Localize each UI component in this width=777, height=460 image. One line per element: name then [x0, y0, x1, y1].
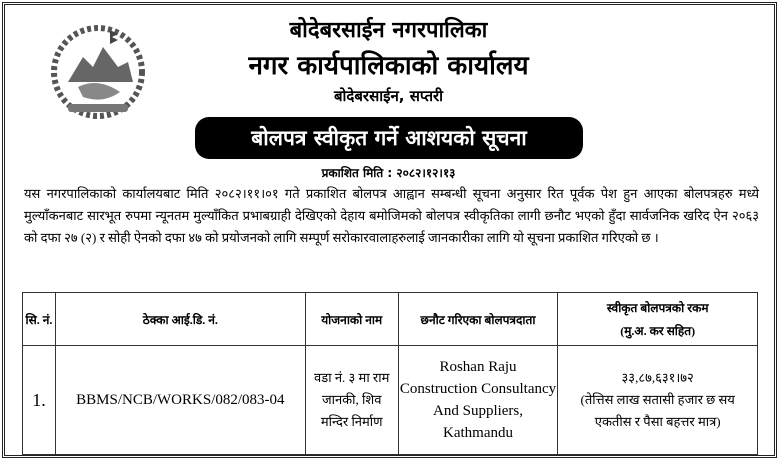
table-row: [23, 346, 758, 455]
cell-contract-id: BBMS/NCB/WORKS/082/083-04: [55, 346, 305, 455]
published-date: प्रकाशित मिति : २०८२।१२।१३: [321, 166, 456, 180]
cell-amount: [558, 346, 758, 455]
header-project: योजनाको नाम: [305, 293, 398, 346]
cell-serial: 1.: [23, 346, 56, 455]
cell-bidder: Roshan Raju Construction Consultancy And Suppliers, Kathmandu: [398, 346, 558, 455]
table-header-row: [23, 293, 758, 346]
notice-title: बोलपत्र स्वीकृत गर्ने आशयको सूचना: [195, 117, 583, 159]
cell-project: वडा नं. ३ मा राम जानकी, शिव मन्दिर निर्माण: [305, 346, 398, 455]
office-name: नगर कार्यपालिकाको कार्यालय: [248, 51, 529, 81]
header-contract-id: ठेक्का आई.डि. नं.: [55, 293, 305, 346]
header-bidder: छनौट गरिएका बोलपत्रदाता: [398, 293, 558, 346]
header-amount-note: (मु.अ. कर सहित): [620, 324, 696, 338]
header-amount: [558, 293, 758, 346]
awarded-bid-table: [22, 292, 758, 455]
header-amount-title: स्वीकृत बोलपत्रको रकम: [606, 301, 709, 315]
amount-words: (तेत्तिस लाख सतासी हजार छ सय एकतीस र पैसा बहत्तर मात्र): [580, 392, 735, 429]
office-address: बोदेबरसाईन, सप्तरी: [333, 87, 444, 105]
amount-figure: ३३,८७,६३१।७२: [621, 370, 694, 385]
municipality-name: बोदेबरसाईन नगरपालिका: [289, 18, 488, 43]
header-serial: सि. नं.: [23, 293, 56, 346]
notice-body: यस नगरपालिकाको कार्यालयबाट मिति २०८२।११।०१ गते प्रकाशित बोलपत्र आह्वान सम्बन्धी सूचना अनुसार रित पूर्वक पेश हुन आएका बोलपत्रहरु मध्ये मुल्याँकनबाट सारभूत रुपमा न्यूनतम मुल्याँकित प्रभाबग्राही देखिएको देहाय बमोजिमको बोलपत्र स्वीकृतिका लागी छनौट भएको हुँदा सार्वजनिक खरिद ऐन २०६३ को दफा २७ (२) र सोही ऐनको दफा ४७ को प्रयोजनको लागि सम्पूर्ण सरोकारवालाहरुलाई जानकारीका लागि यो सूचना प्रकाशित गरिएको छ ।: [24, 186, 759, 245]
